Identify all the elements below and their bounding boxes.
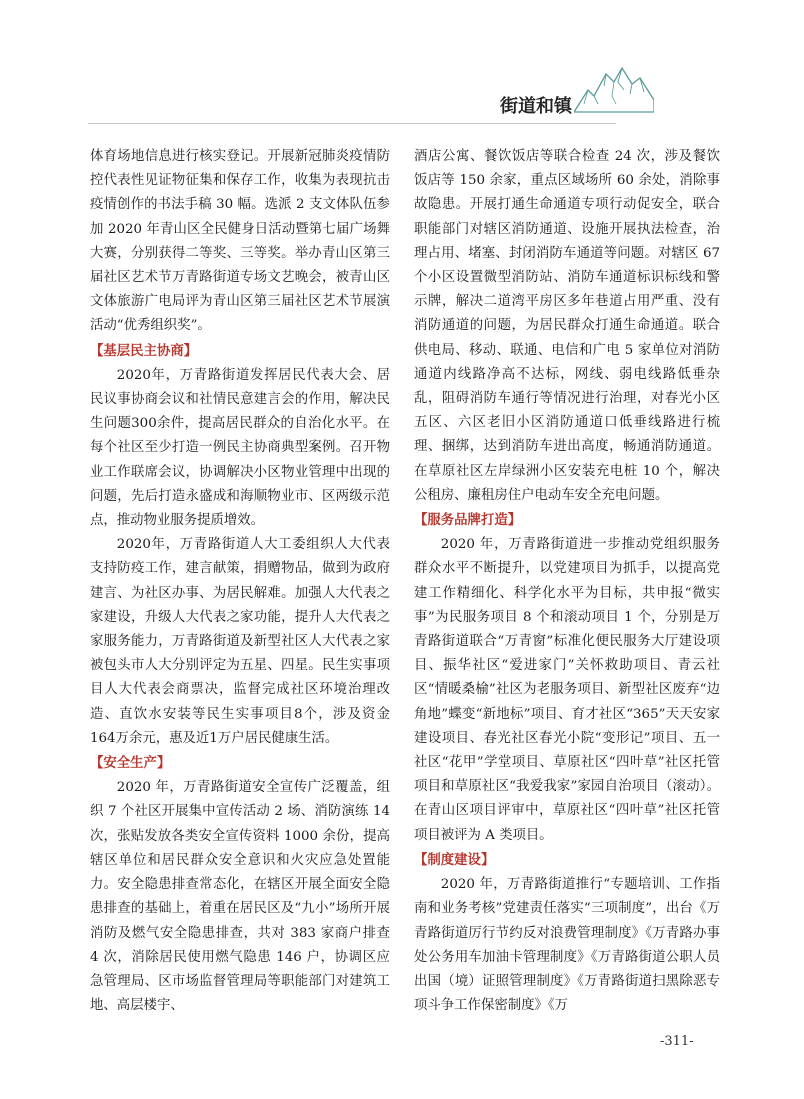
page-number: -311- [660,1034,694,1049]
paragraph-safety: 2020 年，万青路街道安全宣传广泛覆盖，组织 7 个社区开展集中宣传活动 2 场、消防演练 14 次，张贴发放各类安全宣传资料 1000 余份，提高辖区单位和居民群众安全意识和火灾应急处置能力。安全隐患排查常态化，在辖区开展全面安全隐患排查的基础上，着重在居民区及“九小”场所开展消防及燃气安全隐患排查，共对 383 家商户排查 4 次，消除居民使用燃气隐患 146 户，协调区应急管理局、区市场监督管理局等职能部门对建筑工地、高层楼宇、 [90,780,390,1014]
mountain-icon [574,60,654,116]
section-title: 街道和镇 [500,96,572,117]
paragraph-democracy-1: 2020年，万青路街道发挥居民代表大会、居民议事协商会议和社情民意建言会的作用，解决民生问题300余件，提高居民群众的自治化水平。在每个社区至少打造一例民主协商典型案例。召开物业工作联席会议，协调解决小区物业管理中出现的问题，先后打造永盛成和海顺物业市、区两级示范点，推动物业服务提质增效。 [90,367,390,529]
paragraph-democracy-2: 2020年，万青路街道人大工委组织人大代表支持防疫工作，建言献策，捐赠物品，做到为政府建言、为社区办事、为居民解难。加强人大代表之家建设，升级人大代表之家功能，提升人大代表之家服务能力，万青路街道及新型社区人大代表之家被包头市人大分别评定为五星、四星。民生实事项目人大代表会商票决，监督完成社区环境治理改造、直饮水安装等民生实事项目8个，涉及资金164万余元，惠及近1万户居民健康生活。 [90,537,390,746]
heading-safety-production: 【安全生产】 [90,756,171,772]
header-divider [88,123,616,124]
paragraph-service-brand: 2020 年，万青路街道进一步推动党组织服务群众水平不断提升，以党建项目为抓手，以提高党建工作精细化、科学化水平为目标，共申报“微实事”为民服务项目 8 个和滚动项目 1 个，分别是万青路街道联合“万青窗”标准化便民服务大厅建设项目、振华社区“爱进家门”关怀救助项目、青云社区“情暖桑榆”社区为老服务项目、新型社区废弃“边角地”蝶变“新地标”项目、育才社区“365”天天安家建设项目、春光社区春光小院“变形记”项目、五一社区“花甲”学堂项目、草原社区“四叶草”社区托管项目和草原社区“我爱我家”家园自治项目（滚动）。在青山区项目评审中，草原社区“四叶草”社区托管项目被评为 A 类项目。 [414,537,720,843]
heading-service-brand: 【服务品牌打造】 [414,513,522,529]
left-column [90,145,390,1018]
right-column [414,145,720,1018]
paragraph-continued: 体育场地信息进行核实登记。开展新冠肺炎疫情防控代表性见证物征集和保存工作，收集为表现抗击疫情创作的书法手稿 30 幅。选派 2 支文体队伍参加 2020 年青山区全民健身日活动暨第七届广场舞大赛，分别获得二等奖、三等奖。举办青山区第三届社区艺术节万青路街道专场文艺晚会，被青山区文体旅游广电局评为青山区第三届社区艺术节展演活动“优秀组织奖”。 [90,149,390,334]
heading-grassroots-democracy: 【基层民主协商】 [90,343,198,359]
heading-institution-building: 【制度建设】 [414,852,495,868]
paragraph-institution: 2020 年，万青路街道推行“专题培训、工作指南和业务考核”党建责任落实“三项制度”，出台《万青路街道厉行节约反对浪费管理制度》《万青路办事处公务用车加油卡管理制度》《万青路街道公职人员出国（境）证照管理制度》《万青路街道扫黑除恶专项斗争工作保密制度》《万 [414,877,720,1014]
paragraph-safety-continued: 酒店公寓、餐饮饭店等联合检查 24 次，涉及餐饮饭店等 150 余家，重点区域场所 60 余处，消除事故隐患。开展打通生命通道专项行动促安全，联合职能部门对辖区消防通道、设施开展执法检查，治理占用、堵塞、封闭消防车通道等问题。对辖区 67 个小区设置微型消防站、消防车通道标识标线和警示牌，解决二道湾平房区多年巷道占用严重、没有消防通道的问题，为居民群众打通生命通道。联合供电局、移动、联通、电信和广电 5 家单位对消防通道内线路净高不达标，网线、弱电线路低垂杂乱，阻碍消防车通行等情况进行治理，对春光小区五区、六区老旧小区消防通道口低垂线路进行梳理、捆绑，达到消防车进出高度，畅通消防通道。在草原社区左岸绿洲小区安装充电桩 10 个，解决公租房、廉租房住户电动车安全充电问题。 [414,149,720,503]
